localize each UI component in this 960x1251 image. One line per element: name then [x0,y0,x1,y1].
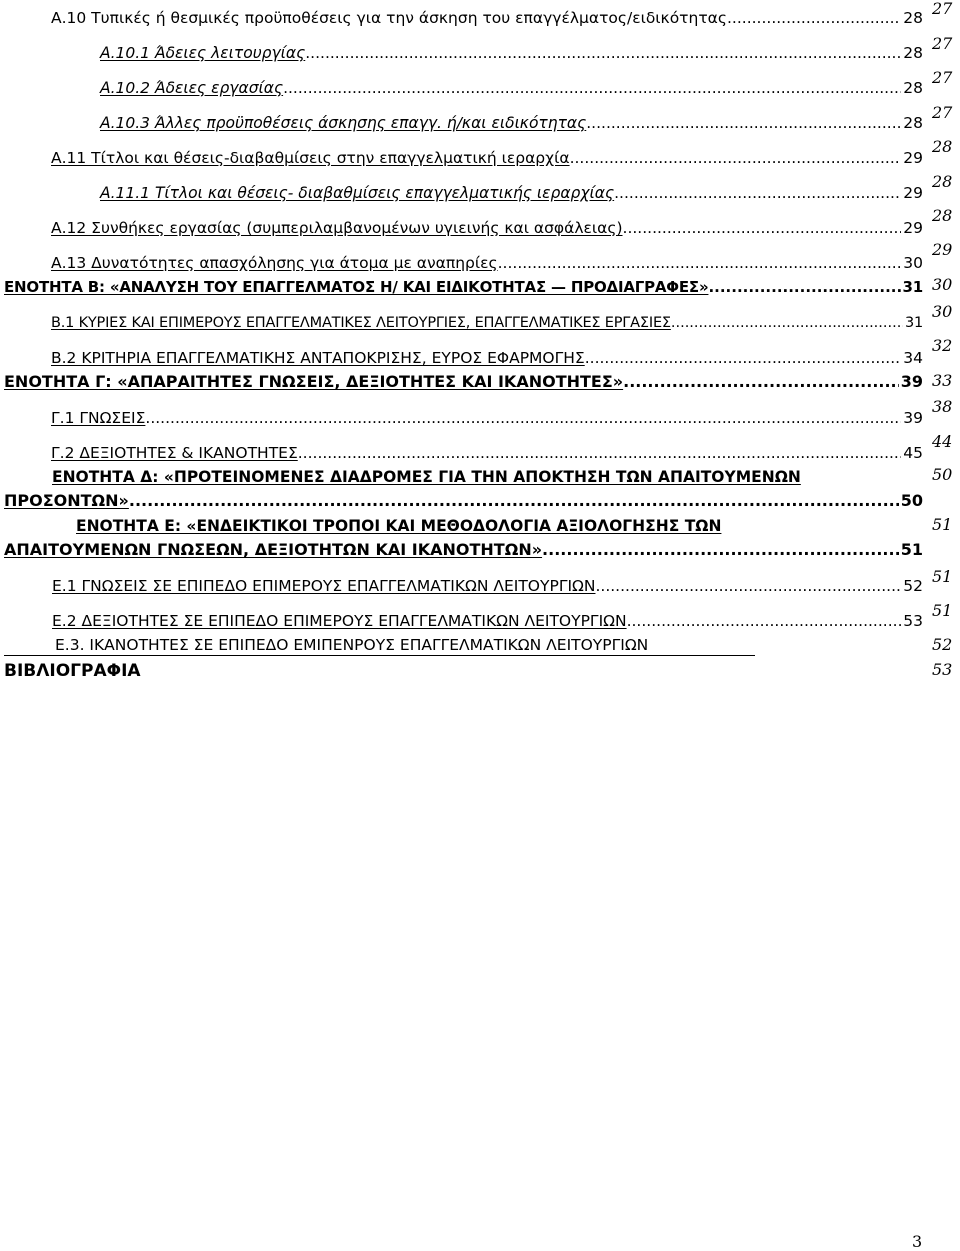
toc-leader-dots [298,443,902,463]
margin-page-number: 29 [932,240,953,259]
toc-entry-label: Γ.2 ΔΕΞΙΟΤΗΤΕΣ & ΙΚΑΝΟΤΗΤΕΣ [51,444,298,462]
toc-page-number: 53 [903,612,923,630]
toc-leader-dots [129,491,899,511]
toc-page-number: 51 [900,540,923,559]
margin-page-number: 51 [932,567,953,586]
toc-page-number: 39 [900,372,923,391]
toc-leader-dots [542,540,899,560]
margin-page-number: 27 [932,103,953,122]
margin-page-number: 30 [932,302,953,321]
margin-page-number: 51 [932,601,953,620]
toc-entry-label: ΕΝΟΤΗΤΑ Γ: «ΑΠΑΡΑΙΤΗΤΕΣ ΓΝΩΣΕΙΣ, ΔΕΞΙΟΤΗΤΕΣ ΚΑΙ ΙΚΑΝΟΤΗΤΕΣ» [4,372,624,391]
toc-leader-dots [498,253,902,273]
footer-page-number: 3 [912,1232,923,1251]
margin-page-number: 38 [932,397,953,416]
toc-entry-a10-3[interactable] [100,113,923,133]
toc-leader-dots [145,408,901,428]
toc-entry-a11-1[interactable] [100,183,923,203]
toc-page-number: 28 [903,9,923,27]
margin-page-number: 33 [932,371,953,390]
toc-entry-e2[interactable] [52,611,923,631]
toc-entry-a10[interactable] [51,8,923,28]
e3-underline [4,655,755,656]
toc-leader-dots [305,43,901,63]
toc-entry-g1[interactable] [51,408,923,428]
toc-leader-dots [586,113,901,133]
toc-page-number: 31 [904,315,923,331]
toc-entry-label: Α.10 Τυπικές ή θεσμικές προϋποθέσεις για την άσκηση του επαγγέλματος/ειδικότητας [51,9,727,27]
margin-page-number: 28 [932,172,953,191]
margin-page-number: 30 [932,275,953,294]
margin-page-number: 53 [932,660,953,679]
toc-page-number: 50 [900,491,923,510]
toc-page-number: 30 [903,254,923,272]
toc-entry-label: Α.13 Δυνατότητες απασχόλησης για άτομα με αναπηρίες [51,254,498,272]
margin-page-number: 27 [932,68,953,87]
toc-page-number: 29 [903,149,923,167]
toc-entry-a10-1[interactable] [100,43,923,63]
toc-page-number: 28 [903,79,923,97]
toc-leader-dots [283,78,901,98]
toc-entry-label: ΕΝΟΤΗΤΑ Β: «ΑΝΑΛΥΣΗ ΤΟΥ ΕΠΑΓΓΕΛΜΑΤΟΣ Η/ ΚΑΙ ΕΙΔΙΚΟΤΗΤΑΣ — ΠΡΟΔΙΑΓΡΑΦΕΣ» [4,278,709,296]
margin-page-number: 27 [932,0,953,18]
margin-page-number: 50 [932,465,953,484]
toc-leader-dots [595,576,901,596]
toc-entry-section-e-title[interactable]: ΕΝΟΤΗΤΑ Ε: «ΕΝΔΕΙΚΤΙΚΟΙ ΤΡΟΠΟΙ ΚΑΙ ΜΕΘΟΔΟΛΟΓΙΑ ΑΞΙΟΛΟΓΗΣΗΣ ΤΩΝ [76,517,722,535]
toc-page-number: 31 [902,278,923,296]
toc-page-number: 45 [903,444,923,462]
toc-entry-a12[interactable] [51,218,923,238]
toc-entry-a13[interactable] [51,253,923,273]
toc-entry-label: Γ.1 ΓΝΩΣΕΙΣ [51,409,146,427]
margin-page-number: 52 [932,635,953,654]
toc-entry-section-b[interactable] [4,277,923,297]
toc-leader-dots [671,313,903,333]
margin-page-number: 27 [932,34,953,53]
toc-entry-g2[interactable] [51,443,923,463]
toc-entry-label: Α.10.3 Άλλες προϋποθέσεις άσκησης επαγγ. ή/και ειδικότητας [100,114,587,132]
bibliography-heading[interactable]: ΒΙΒΛΙΟΓΡΑΦΙΑ [4,661,141,681]
toc-leader-dots [727,8,901,28]
toc-entry-label: Α.11.1 Τίτλοι και θέσεις- διαβαθμίσεις επαγγελματικής ιεραρχίας [100,184,615,202]
toc-entry-label: Α.10.1 Άδειες λειτουργίας [100,44,306,62]
margin-page-number: 51 [932,515,953,534]
toc-entry-a11[interactable] [51,148,923,168]
toc-entry-label: Ε.1 ΓΝΩΣΕΙΣ ΣΕ ΕΠΙΠΕΔΟ ΕΠΙΜΕΡΟΥΣ ΕΠΑΓΓΕΛΜΑΤΙΚΩΝ ΛΕΙΤΟΥΡΓΙΩΝ [52,577,596,595]
toc-entry-label: Α.10.2 Άδειες εργασίας [100,79,284,97]
toc-entry-continuation: ΠΡΟΣΟΝΤΩΝ» [4,491,129,510]
margin-page-number: 28 [932,137,953,156]
toc-leader-dots [614,183,901,203]
toc-entry-e1[interactable] [52,576,923,596]
toc-page-number: 29 [903,219,923,237]
margin-page-number: 28 [932,206,953,225]
toc-page-number: 39 [903,409,923,427]
toc-entry-label: Α.11 Τίτλοι και θέσεις-διαβαθμίσεις στην επαγγελματική ιεραρχία [51,149,570,167]
toc-entry-a10-2[interactable] [100,78,923,98]
toc-entry-label: Ε.2 ΔΕΞΙΟΤΗΤΕΣ ΣΕ ΕΠΙΠΕΔΟ ΕΠΙΜΕΡΟΥΣ ΕΠΑΓΓΕΛΜΑΤΙΚΩΝ ΛΕΙΤΟΥΡΓΙΩΝ [52,612,627,630]
toc-page-number: 34 [903,349,923,367]
toc-page-number: 52 [903,577,923,595]
toc-entry-section-d-title[interactable]: ΕΝΟΤΗΤΑ Δ: «ΠΡΟΤΕΙΝΟΜΕΝΕΣ ΔΙΑΔΡΟΜΕΣ ΓΙΑ ΤΗΝ ΑΠΟΚΤΗΣΗ ΤΩΝ ΑΠΑΙΤΟΥΜΕΝΩΝ [52,468,801,486]
toc-page-number: 28 [903,114,923,132]
toc-leader-dots [623,372,899,392]
toc-entry-b2[interactable] [51,348,923,368]
toc-entry-label: Β.1 ΚΥΡΙΕΣ ΚΑΙ ΕΠΙΜΕΡΟΥΣ ΕΠΑΓΓΕΛΜΑΤΙΚΕΣ ΛΕΙΤΟΥΡΓΙΕΣ, ΕΠΑΓΓΕΛΜΑΤΙΚΕΣ ΕΡΓΑΣΙΕΣ [51,315,671,331]
toc-entry-b1[interactable] [51,313,923,333]
toc-leader-dots [627,611,902,631]
toc-entry-label: Α.12 Συνθήκες εργασίας (συμπεριλαμβανομένων υγιεινής και ασφάλειας) [51,219,623,237]
margin-page-number: 32 [932,336,953,355]
toc-leader-dots [570,148,902,168]
toc-page-number: 29 [903,184,923,202]
toc-entry-section-d[interactable] [4,491,923,511]
toc-entry-e3[interactable]: Ε.3. ΙΚΑΝΟΤΗΤΕΣ ΣΕ ΕΠΙΠΕΔΟ ΕΜΙΠΕΝΡΟΥΣ ΕΠΑΓΓΕΛΜΑΤΙΚΩΝ ΛΕΙΤΟΥΡΓΙΩΝ [55,636,649,654]
toc-leader-dots [623,218,902,238]
toc-leader-dots [708,277,900,297]
toc-leader-dots [585,348,902,368]
toc-page-number: 28 [903,44,923,62]
margin-page-number: 44 [932,432,953,451]
toc-entry-label: Β.2 ΚΡΙΤΗΡΙΑ ΕΠΑΓΓΕΛΜΑΤΙΚΗΣ ΑΝΤΑΠΟΚΡΙΣΗΣ, ΕΥΡΟΣ ΕΦΑΡΜΟΓΗΣ [51,349,585,367]
toc-entry-section-e[interactable] [4,540,923,560]
toc-entry-continuation: ΑΠΑΙΤΟΥΜΕΝΩΝ ΓΝΩΣΕΩΝ, ΔΕΞΙΟΤΗΤΩΝ ΚΑΙ ΙΚΑΝΟΤΗΤΩΝ» [4,540,543,559]
toc-entry-section-g[interactable] [4,372,923,392]
